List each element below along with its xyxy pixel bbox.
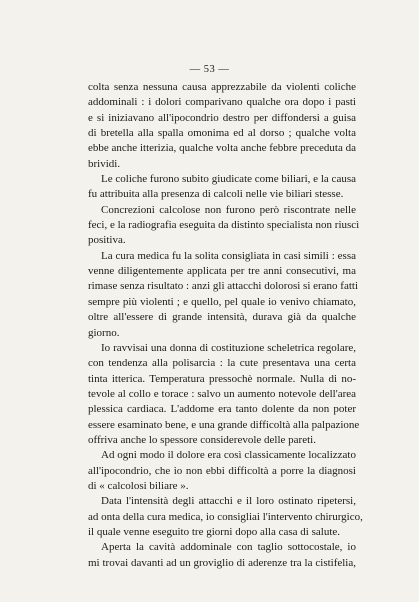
text-line: colta senza nessuna causa apprezzabile da violenti coliche xyxy=(88,81,356,93)
text-line: ebbe anche itterizia, qualche volta anche febbre preceduta da xyxy=(88,142,356,155)
paragraph xyxy=(88,80,356,172)
paragraph xyxy=(88,249,359,341)
text-line: positiva. xyxy=(88,234,126,247)
text-line: brividi. xyxy=(88,157,121,170)
paragraph xyxy=(88,448,356,494)
text-line: all'ipocondrio, che io non ebbi difficoltà a porre la diagnosi xyxy=(88,464,356,477)
text-line: Aperta la cavità addominale con taglio sottocostale, io xyxy=(101,541,356,554)
text-line: addominali : i dolori comparivano qualche ora dopo i pasti xyxy=(88,96,356,109)
paragraph xyxy=(88,540,356,571)
text-line: fu attribuita alla presenza di calcoli nelle vie biliari stesse. xyxy=(88,188,344,201)
page-number: — 53 — xyxy=(189,64,230,75)
text-line: con tendenza alla polisarcia : la cute presentava una certa xyxy=(88,357,356,370)
text-line: Le coliche furono subito giudicate come biliari, e la causa xyxy=(101,173,356,186)
text-line: oltre all'essere di grande intensità, durava già da qualche xyxy=(88,311,356,324)
text-line: Io ravvisai una donna di costituzione scheletrica regolare, xyxy=(101,341,356,354)
text-line: venne diligentemente applicata per tre anni consecutivi, ma xyxy=(88,265,356,278)
text-line: il quale venne eseguito tre giorni dopo alla casa di salute. xyxy=(88,525,341,538)
paragraph xyxy=(88,203,360,249)
paragraph xyxy=(88,172,356,203)
paragraph xyxy=(88,494,363,540)
text-line: La cura medica fu la solita consigliata in casi simili : essa xyxy=(101,249,356,262)
text-line: ad onta della cura medica, io consigliai l'intervento chirurgico, xyxy=(88,510,363,523)
text-line: di bretella alla spalla omonima ed al dorso ; qualche volta xyxy=(88,127,356,140)
text-line: sempre più violenti ; e quello, pel quale io venivo chiamato, xyxy=(88,295,356,308)
text-line: rimase senza risultato : anzi gli attacchi dolorosi si erano fatti xyxy=(88,280,359,293)
text-line: tinta itterica. Temperatura pressochè normale. Nulla di no- xyxy=(88,372,356,385)
text-line: feci, e la radiografia eseguita da distinto specialista non riuscì xyxy=(88,219,360,232)
text-line: offriva anche lo spessore considerevole delle pareti. xyxy=(88,433,316,446)
text-line: essere esaminato bene, e una grande difficoltà alla palpazione xyxy=(88,418,360,431)
text-line: Concrezioni calcolose non furono però riscontrate nelle xyxy=(101,203,356,216)
text-line: e si iniziavano all'ipocondrio destro per diffondersi a guisa xyxy=(88,111,356,124)
text-line: giorno. xyxy=(88,326,120,339)
text-line: mi trovai davanti ad un groviglio di aderenze tra la cistifelia, xyxy=(88,556,356,569)
text-line: Ad ogni modo il dolore era così classicamente localizzato xyxy=(101,449,356,462)
paragraph xyxy=(88,341,360,448)
body-text xyxy=(88,80,363,571)
text-line: Data l'intensità degli attacchi e il loro ostinato ripetersi, xyxy=(101,495,356,508)
text-line: di « calcolosi biliare ». xyxy=(88,479,189,492)
text-line: plessica cardiaca. L'addome era tanto dolente da non poter xyxy=(88,403,356,416)
text-line: tevole al collo e torace : salvo un aumento notevole dell'area xyxy=(88,387,356,400)
